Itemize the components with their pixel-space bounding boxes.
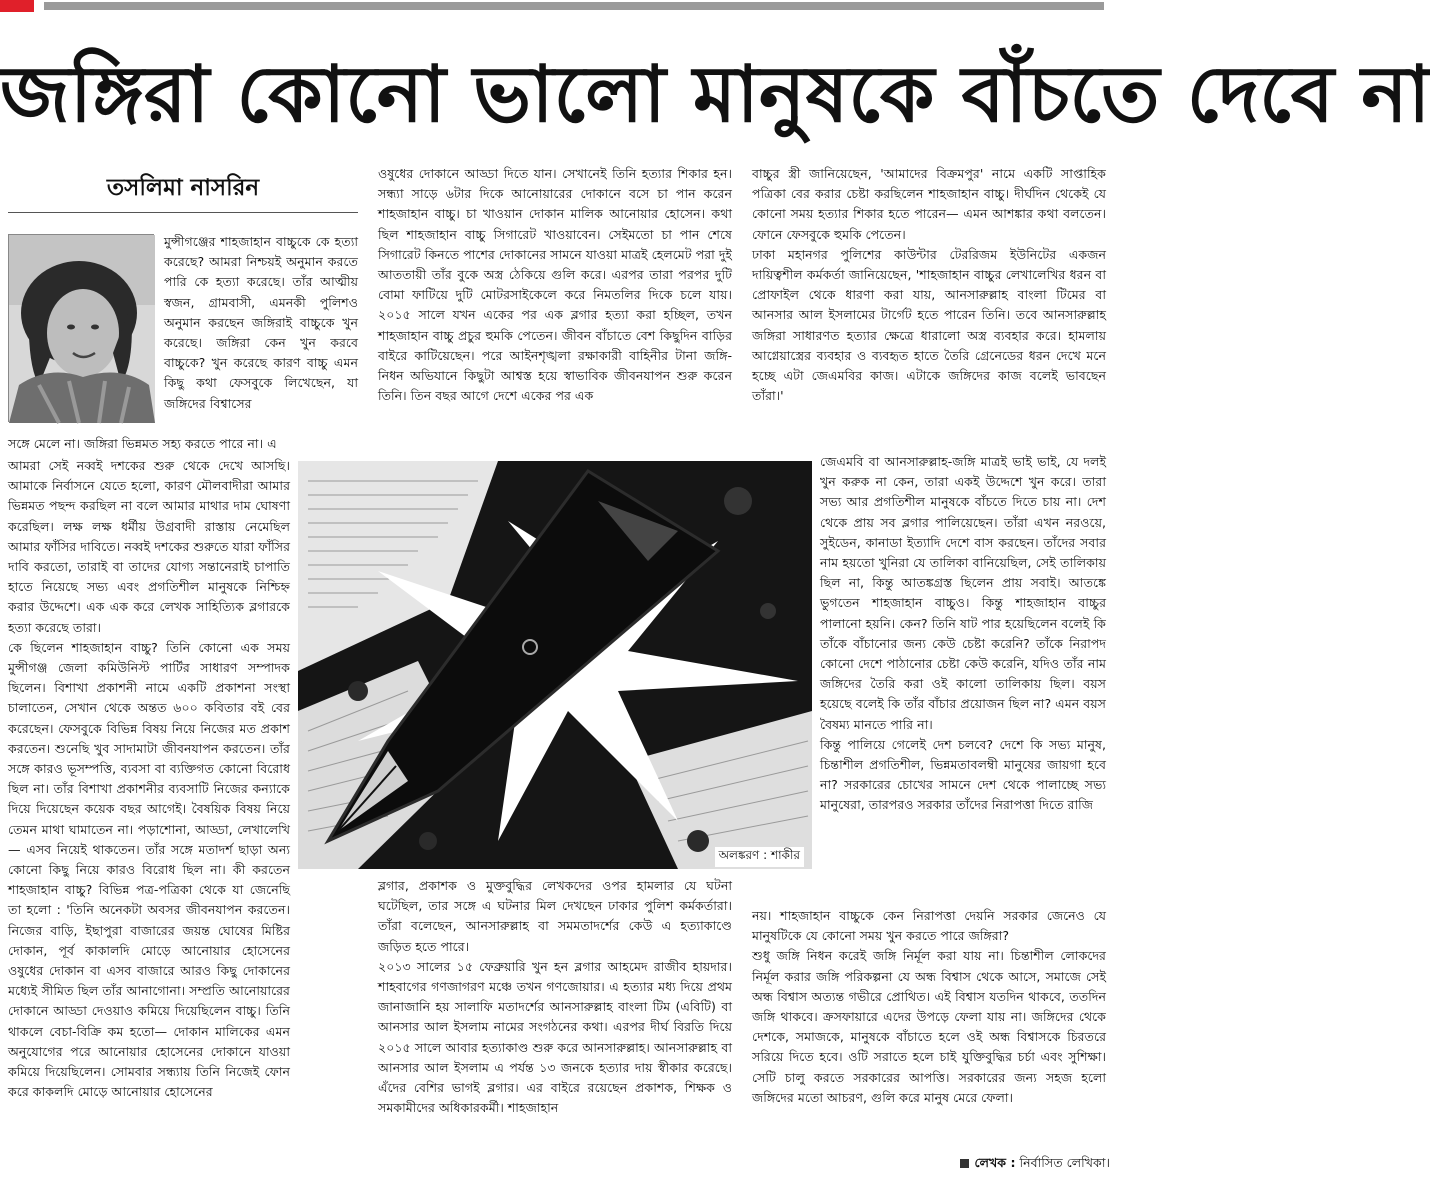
illustration-pen-and-blast: [298, 461, 812, 869]
headline: জঙ্গিরা কোনো ভালো মানুষকে বাঁচতে দেবে না: [0, 50, 1430, 140]
byline-rule: [8, 212, 358, 213]
column-1-below-photo: [8, 434, 358, 456]
illustration: [298, 461, 812, 869]
paragraph: জেএমবি বা আনসারুল্লাহ-জঙ্গি মাত্রই ভাই ভাই, যে দলই খুন করুক না কেন, তারা একই উদ্দেশে খুন করে। তারা সভ্য আর প্রগতিশীল মানুষকে বাঁচতে দিতে চায় না। দেশ থেকে প্রায় সব ব্লগার পালিয়েছেন। তাঁরা এখন নরওয়ে, সুইডেন, কানাডা ইত্যাদি দেশে বাস করছেন। তাঁদের সবার নাম হয়তো খুনিরা যে তালিকা বানিয়েছিল, সেই তালিকায় ছিল না, কিন্তু আতঙ্কগ্রস্ত ছিলেন প্রায় সবাই। আতঙ্কে ভুগতেন শাহজাহান বাচ্চুও। কিন্তু শাহজাহান বাচ্চুর পালানো হয়নি। কেন? তিনি ষাট পার হয়েছিলেন বলেই কি তাঁকে বাঁচানোর জন্য কেউ চেষ্টা করেনি? তাঁকে নিরাপদ কোনো দেশে পাঠানোর চেষ্টা কেউ করেনি, যদিও তাঁর নাম জঙ্গিদের তৈরি করা ওই কালো তালিকায় ছিল। বয়স হয়েছে বলেই কি তাঁর বাঁচার প্রয়োজন ছিল না? এমন বয়স বৈষম্য মানতে পারি না।: [820, 454, 1106, 732]
paragraph: শুধু জঙ্গি নিধন করেই জঙ্গি নির্মূল করা যায় না। চিন্তাশীল লোকদের নির্মূল করার জঙ্গি পরিকল্পনা যে অন্ধ বিশ্বাস থেকে আসে, সমাজে সেই অন্ধ বিশ্বাস অত্যন্ত গভীরে প্রোথিত। এই বিশ্বাস যতদিন থাকবে, ততদিন জঙ্গি থাকবে। ক্রসফায়ারে এদের উপড়ে ফেলা যায় না। জঙ্গিদের থেকে দেশকে, সমাজকে, মানুষকে বাঁচাতে হলে ওই অন্ধ বিশ্বাসকে চিরতরে সরিয়ে দিতে হবে। ওটি সরাতে হলে চাই যুক্তিবুদ্ধির চর্চা এবং সুশিক্ষা। সেটি চালু করতে সরকারের আপত্তি। সরকারের জন্য সহজ হলো জঙ্গিদের মতো আচরণ, গুলি করে মানুষ মেরে ফেলা।: [752, 948, 1106, 1105]
column-3-beside-illustration: [820, 452, 1106, 904]
author-note-text: নির্বাসিত লেখিকা।: [1019, 1155, 1110, 1170]
paragraph: ঢাকা মহানগর পুলিশের কাউন্টার টেররিজম ইউনিটের একজন দায়িত্বশীল কর্মকর্তা জানিয়েছেন, 'শাহজাহান বাচ্চুর লেখালেখির ধরন বা প্রোফাইল থেকে ধারণা করা যায়, আনসারুল্লাহ বাংলা টিমের বা আনসার আল ইসলামের টার্গেট হতে পারেন তিনি। তবে আনসারুল্লাহ জঙ্গিরা সাধারণত হত্যার ক্ষেত্রে ধারালো অস্ত্র ব্যবহার করে। হামলায় আগ্নেয়াস্ত্রের ব্যবহার ও ব্যবহৃত হাতে তৈরি গ্রেনেডের ধরন দেখে মনে হচ্ছে এটা জেএমবির কাজ। এটাকে জঙ্গিদের কাজ বলেই ভাবছেন তাঁরা।': [752, 246, 1106, 404]
column-2-bottom: [378, 876, 732, 1174]
author-portrait-image: [9, 235, 155, 423]
column-1-lower: [8, 456, 290, 1174]
square-bullet-icon: [960, 1159, 969, 1168]
paragraph: ওষুধের দোকানে আড্ডা দিতে যান। সেখানেই তিনি হত্যার শিকার হন। সন্ধ্যা সাড়ে ৬টার দিকে আনোয়ারের দোকানে বসে চা পান করেন শাহজাহান বাচ্চু। চা খাওয়ান দোকান মালিক আনোয়ার হোসেন। কথা ছিল শাহজাহান বাচ্চু সিগারেট খাওয়াবেন। সেইমতো চা পান শেষে সিগারেট কিনতে পাশের দোকানের সামনে যাওয়া মাত্রই হেলমেট পরা দুই আততায়ী তাঁর বুকে অস্ত্র ঠেকিয়ে গুলি করে। এরপর তারা পরপর দুটি বোমা ফাটিয়ে দুটি মোটরসাইকেলে করে নিমতলির দিকে চলে যায়। ২০১৫ সালে যখন একের পর এক ব্লগার হত্যা করা হচ্ছিল, তখন শাহজাহান বাচ্চু প্রচুর হুমকি পেতেন। জীবন বাঁচাতে বেশ কিছুদিন বাড়ির বাইরে কাটিয়েছেন। পরে আইনশৃঙ্খলা রক্ষাকারী বাহিনীর টানা জঙ্গি-নিধন অভিযানে কিছুটা আশ্বস্ত হয়ে স্বাভাবিক জীবনযাপন শুরু করেন তিনি। তিন বছর আগে দেশে একের পর এক: [378, 166, 732, 404]
column-2-top: [378, 164, 732, 452]
paragraph: আমরা সেই নব্বই দশকের শুরু থেকে দেখে আসছি। আমাকে নির্বাসনে যেতে হলো, কারণ মৌলবাদীরা আমার ভিন্নমত পছন্দ করছিল না বলে আমার মাথার দাম ঘোষণা করেছিল। লক্ষ লক্ষ ধর্মীয় উগ্রবাদী রাস্তায় নেমেছিল আমার ফাঁসির দাবিতে। নব্বই দশকের শুরুতে যারা ফাঁসির দাবি করতো, তারাই বা তাদের যোগ্য সন্তানেরাই চাপাতি হাতে নিয়েছে সভ্য এবং প্রগতিশীল মানুষকে নিশ্চিহ্ন করার উদ্দেশে। এক এক করে লেখক সাহিত্যিক ব্লগারকে হত্যা করেছে তারা।: [8, 458, 290, 635]
paragraph: ব্লগার, প্রকাশক ও মুক্তবুদ্ধির লেখকদের ওপর হামলার যে ঘটনা ঘটেছিল, তার সঙ্গে এ ঘটনার মিল দেখছেন ঢাকার পুলিশ কর্মকর্তারা। তাঁরা বলেছেন, আনসারুল্লাহ বা সমমতাদর্শের কেউ এ হত্যাকাণ্ডে জড়িত হতে পারে।: [378, 878, 732, 954]
top-rule-gray-bar: [44, 2, 1104, 10]
byline: তসলিমা নাসরিন: [106, 175, 260, 201]
column-3-top: [752, 164, 1106, 454]
paragraph: মুন্সীগঞ্জের শাহজাহান বাচ্চুকে কে হত্যা করেছে? আমরা নিশ্চয়ই অনুমান করতে পারি কে হত্যা করেছে। তাঁর আত্মীয় স্বজন, গ্রামবাসী, এমনকী পুলিশও অনুমান করছেন জঙ্গিরাই বাচ্চুকে খুন করেছে। জঙ্গিরা কেন খুন করবে বাচ্চুকে? খুন করেছে কারণ বাচ্চু এমন কিছু কথা ফেসবুকে লিখেছেন, যা জঙ্গিদের বিশ্বাসের: [164, 234, 358, 411]
paragraph: বাচ্চুর স্ত্রী জানিয়েছেন, 'আমাদের বিক্রমপুর' নামে একটি সাপ্তাহিক পত্রিকা বের করার চেষ্টা করছিলেন শাহজাহান বাচ্চু। দীর্ঘদিন থেকেই যে কোনো সময় হত্যার শিকার হতে পারেন— এমন আশঙ্কার কথা বলতেন। ফোনে ফেসবুকে হুমকি পেতেন।: [752, 166, 1106, 242]
author-portrait: [8, 234, 154, 422]
paragraph: ২০১৩ সালের ১৫ ফেব্রুয়ারি খুন হন ব্লগার আহমেদ রাজীব হায়দার। শাহবাগের গণজাগরণ মঞ্চে তখন গণজোয়ার। এ হত্যার মধ্য দিয়ে প্রথম জানাজানি হয় সালাফি মতাদর্শের আনসারুল্লাহ বাংলা টিম (এবিটি) বা আনসার আল ইসলাম নামের সংগঠনের কথা। এরপর দীর্ঘ বিরতি দিয়ে ২০১৫ সালে আবার হত্যাকাণ্ড শুরু করে আনসারুল্লাহ। আনসারুল্লাহ বা আনসার আল ইসলাম এ পর্যন্ত ১৩ জনকে হত্যার দায় স্বীকার করেছে। এঁদের বেশির ভাগই ব্লগার। এর বাইরে রয়েছেন প্রকাশক, শিক্ষক ও সমকামীদের অধিকারকর্মী। শাহজাহান: [378, 958, 732, 1116]
column-3-bottom: [752, 906, 1106, 1152]
top-rule-red-block: [0, 0, 34, 12]
author-note: [920, 1152, 1110, 1174]
illustration-credit: অলঙ্করণ : শাকীর: [715, 847, 804, 867]
author-note-label: লেখক :: [974, 1155, 1016, 1170]
paragraph: নয়। শাহজাহান বাচ্চুকে কেন নিরাপত্তা দেয়নি সরকার জেনেও যে মানুষটিকে যে কোনো সময় খুন করতে পারে জঙ্গিরা?: [752, 908, 1106, 944]
paragraph: সঙ্গে মেলে না। জঙ্গিরা ভিন্নমত সহ্য করতে পারে না। এ: [8, 436, 277, 451]
paragraph: কে ছিলেন শাহজাহান বাচ্চু? তিনি কোনো এক সময় মুন্সীগঞ্জ জেলা কমিউনিস্ট পার্টির সাধারণ সম্পাদক ছিলেন। বিশাখা প্রকাশনী নামে একটি প্রকাশনা সংস্থা চালাতেন, সেখান থেকে অন্তত ৬০০ কবিতার বই বের করেছেন। ফেসবুকে বিভিন্ন বিষয় নিয়ে নিজের মত প্রকাশ করতেন। শুনেছি খুব সাদামাটা জীবনযাপন করতেন। তাঁর সঙ্গে কারও ভূসম্পত্তি, ব্যবসা বা ব্যক্তিগত কোনো বিরোধ ছিল না। তাঁর বিশাখা প্রকাশনীর ব্যবসাটি নিজের কন্যাকে দিয়ে দিয়েছেন কয়েক বছর আগেই। বৈষয়িক বিষয় নিয়ে তেমন মাথা ঘামাতেন না। পড়াশোনা, আড্ডা, লেখালেখি— এসব নিয়েই থাকতেন। তাঁর সঙ্গে মতাদর্শ ছাড়া অন্য কোনো কিছু নিয়ে কারও বিরোধ ছিল না। কী করতেন শাহজাহান বাচ্চু? বিভিন্ন পত্র-পত্রিকা থেকে যা জেনেছি তা হলো : 'তিনি অনেকটা অবসর জীবনযাপন করতেন। নিজের বাড়ি, ইছাপুরা বাজারের জয়ন্ত ঘোষের মিষ্টির দোকান, পূর্ব কাকালদি মোড়ে আনোয়ার হোসেনের ওষুধের দোকান বা এসব বাজারে আরও কিছু দোকানের মধ্যেই সীমিত ছিল তাঁর আনাগোনা। সম্প্রতি আনোয়ারের দোকানে আড্ডা দেওয়াও কমিয়ে দিয়েছিলেন বাচ্চু। তিনি থাকলে বেচা-বিক্রি কম হতো— দোকান মালিকের এমন অনুযোগের পরে আনোয়ার হোসেনের দোকানে যাওয়া কমিয়ে দিয়েছিলেন। সোমবার সন্ধ্যায় তিনি নিজেই ফোন করে কাকলদি মোড়ে আনোয়ার হোসেনের: [8, 639, 290, 1100]
top-rule: [0, 0, 1113, 12]
paragraph: কিন্তু পালিয়ে গেলেই দেশ চলবে? দেশে কি সভ্য মানুষ, চিন্তাশীল প্রগতিশীল, ভিন্নমতাবলম্বী মানুষের জায়গা হবে না? সরকারের চোখের সামনে দেশ থেকে পালাচ্ছে সভ্য মানুষেরা, তারপরও সরকার তাঁদের নিরাপত্তা দিতে রাজি: [820, 736, 1106, 813]
column-1-beside-photo: [164, 232, 358, 434]
